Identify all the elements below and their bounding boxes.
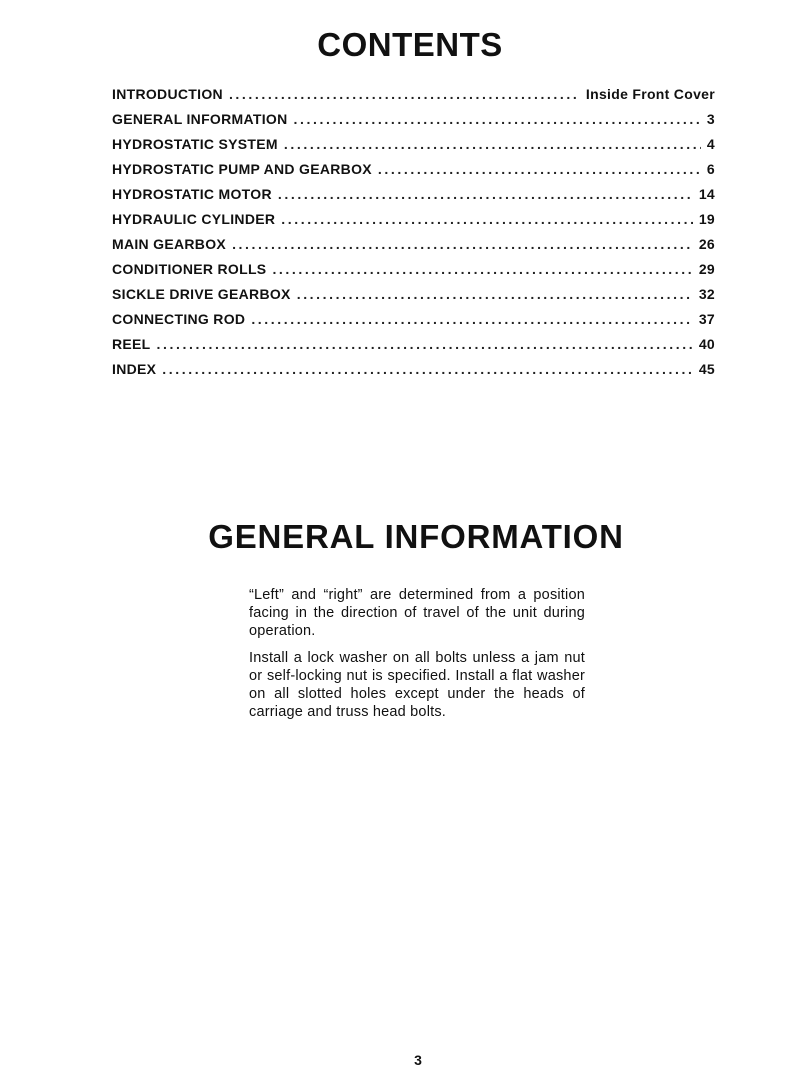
toc-entry-page: 37 — [698, 311, 715, 327]
toc-entry-page: 4 — [706, 136, 715, 152]
toc-entry-label: REEL — [112, 336, 151, 352]
toc-dot-leader — [378, 161, 701, 177]
toc-entry — [112, 186, 715, 211]
toc-entry-page: 3 — [706, 111, 715, 127]
toc-entry-page: 29 — [698, 261, 715, 277]
toc-entry-page: 26 — [698, 236, 715, 252]
toc-entry-page: 6 — [706, 161, 715, 177]
toc-entry-page: 45 — [698, 361, 715, 377]
toc-entry — [112, 136, 715, 161]
page-number: 3 — [414, 1052, 422, 1068]
toc-dot-leader — [297, 286, 693, 302]
toc-entry-label: HYDROSTATIC PUMP AND GEARBOX — [112, 161, 372, 177]
toc-entry-label: SICKLE DRIVE GEARBOX — [112, 286, 291, 302]
toc-dot-leader — [281, 211, 693, 227]
toc-dot-leader — [272, 261, 692, 277]
toc-entry-page: 14 — [698, 186, 715, 202]
toc-entry-label: MAIN GEARBOX — [112, 236, 227, 252]
toc-entry-label: INTRODUCTION — [112, 86, 223, 102]
toc-entry-label: INDEX — [112, 361, 157, 377]
general-information-heading: GENERAL INFORMATION — [208, 518, 624, 555]
toc-dot-leader — [232, 236, 693, 252]
toc-entry — [112, 261, 715, 286]
toc-entry-label: HYDROSTATIC SYSTEM — [112, 136, 278, 152]
general-information-body — [249, 586, 585, 730]
toc-entry-page: Inside Front Cover — [585, 86, 715, 102]
toc-entry-page: 40 — [698, 336, 715, 352]
toc-dot-leader — [162, 361, 693, 377]
toc-entry-page: 19 — [698, 211, 715, 227]
body-paragraph: “Left” and “right” are determined from a position facing in the direction of travel of the unit during operation. — [249, 587, 585, 639]
contents-heading: CONTENTS — [317, 26, 503, 63]
toc-entry-page: 32 — [698, 286, 715, 302]
toc-dot-leader — [294, 111, 701, 127]
body-paragraph: Install a lock washer on all bolts unless a jam nut or self-locking nut is specified. Install a flat washer on all slotted holes except under the heads of carriage and truss head bolts. — [249, 650, 585, 720]
toc-entry — [112, 111, 715, 136]
toc-entry — [112, 311, 715, 336]
toc-entry-label: HYDRAULIC CYLINDER — [112, 211, 276, 227]
toc-dot-leader — [229, 86, 580, 102]
toc-entry — [112, 211, 715, 236]
table-of-contents — [112, 86, 715, 386]
toc-entry — [112, 336, 715, 361]
toc-entry — [112, 361, 715, 386]
toc-dot-leader — [251, 311, 693, 327]
toc-dot-leader — [278, 186, 693, 202]
toc-entry — [112, 86, 715, 111]
toc-entry-label: CONNECTING ROD — [112, 311, 246, 327]
toc-entry — [112, 236, 715, 261]
toc-entry-label: GENERAL INFORMATION — [112, 111, 288, 127]
toc-entry — [112, 161, 715, 186]
toc-entry — [112, 286, 715, 311]
toc-dot-leader — [157, 336, 693, 352]
toc-entry-label: HYDROSTATIC MOTOR — [112, 186, 272, 202]
toc-dot-leader — [284, 136, 701, 152]
toc-entry-label: CONDITIONER ROLLS — [112, 261, 267, 277]
